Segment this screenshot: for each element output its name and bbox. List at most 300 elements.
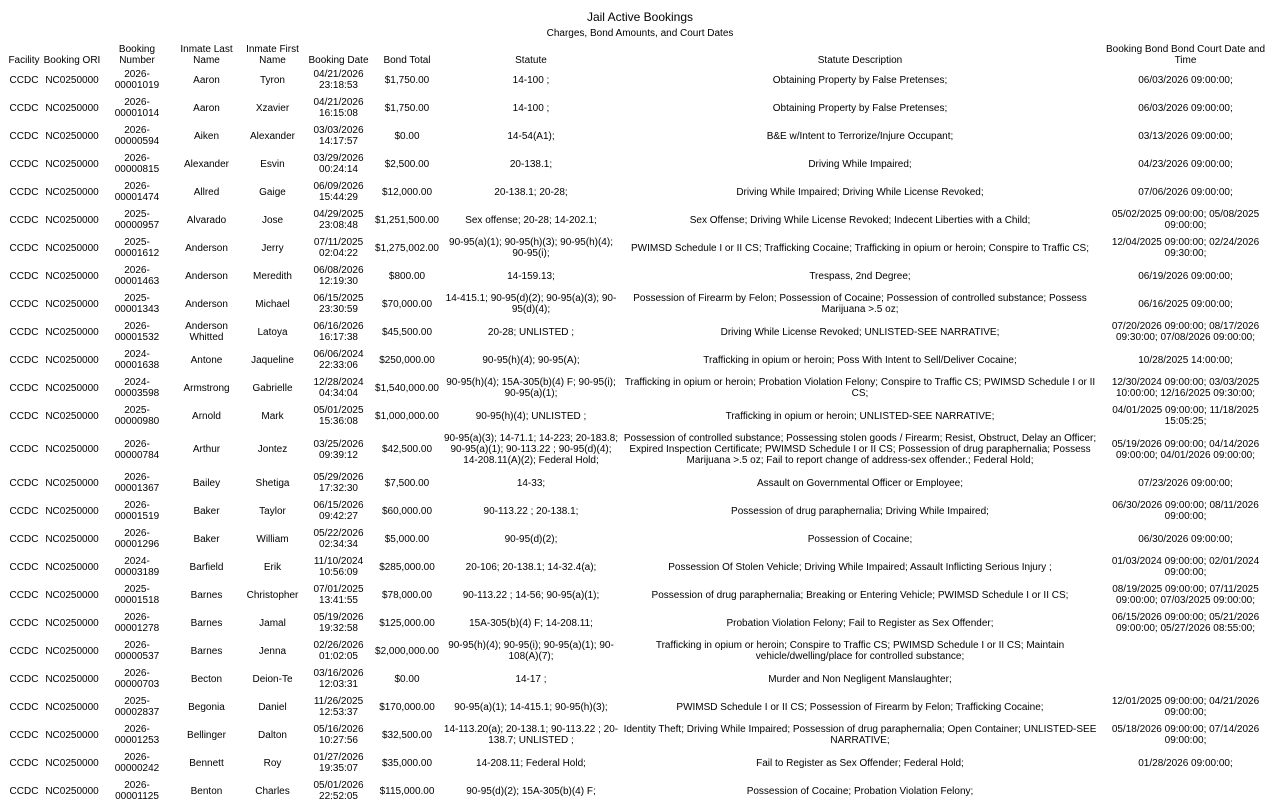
booking-ori-cell: NC0250000 — [45, 561, 99, 573]
bond-total-cell: $78,000.00 — [381, 589, 433, 601]
inmate-last-name-cell: Barnes — [190, 617, 223, 629]
booking-number-cell: 2026-00000537 — [114, 640, 160, 662]
inmate-last-name-cell: Anderson — [185, 298, 228, 310]
booking-ori-cell: NC0250000 — [45, 533, 99, 545]
inmate-last-name-cell: Becton — [190, 673, 223, 685]
table-row — [6, 665, 1272, 693]
court-date-cell — [1099, 665, 1272, 693]
booking-number-cell: 2024-00003189 — [114, 556, 160, 578]
column-header-inmate-first-name: Inmate First Name — [246, 44, 299, 66]
court-date-cell — [1099, 637, 1272, 665]
column-header-statute: Statute — [515, 55, 547, 66]
facility-cell: CCDC — [9, 298, 39, 310]
report-subtitle: Charges, Bond Amounts, and Court Dates — [546, 28, 734, 39]
booking-date-cell: 03/03/2026 14:17:57 — [313, 125, 364, 147]
statute-description-cell: Possession of controlled substance; Possessing stolen goods / Firearm; Resist, Obstruct, Delay an Officer; Expired Inspection Certificate; PWIMSD Schedule I or II CS; Possession of drug paraphernalia; Possess Marijuana >.5 oz; Fail to report change of address-sex offender.; Federal Hold; — [623, 433, 1097, 466]
booking-ori-cell: NC0250000 — [45, 589, 99, 601]
booking-ori-cell: NC0250000 — [45, 444, 99, 455]
statute-cell: Sex offense; 20-28; 14-202.1; — [465, 214, 597, 226]
court-date-cell: 06/03/2026 09:00:00; — [1138, 74, 1233, 86]
report-title: Jail Active Bookings — [586, 10, 694, 24]
statute-description-cell: Trafficking in opium or heroin; Conspire to Traffic CS; PWIMSD Schedule I or II CS; Maintain vehicle/dwelling/place for controlled substance; — [655, 640, 1065, 662]
inmate-first-name-cell: Alexander — [249, 130, 296, 142]
court-date-cell: 01/03/2024 09:00:00; 02/01/2024 09:00:00; — [1111, 556, 1260, 578]
table-row — [6, 262, 1272, 290]
booking-date-cell: 05/16/2026 10:27:56 — [313, 724, 364, 746]
facility-cell: CCDC — [9, 242, 39, 254]
bond-total-cell: $45,500.00 — [381, 326, 433, 338]
statute-cell: 14-159.13; — [507, 270, 555, 282]
bond-total-cell: $1,275,002.00 — [375, 242, 439, 254]
court-date-cell: 12/04/2025 09:00:00; 02/24/2026 09:30:00; — [1111, 237, 1260, 259]
statute-cell: 90-95(h)(4); 90-95(A); — [482, 354, 580, 366]
booking-ori-cell: NC0250000 — [45, 242, 99, 254]
booking-ori-cell: NC0250000 — [45, 382, 99, 394]
inmate-last-name-cell: Anderson — [185, 270, 228, 282]
booking-date-cell: 05/19/2026 19:32:58 — [313, 612, 364, 634]
inmate-first-name-cell: Jerry — [261, 242, 284, 254]
booking-date-cell: 06/08/2026 12:19:30 — [313, 265, 364, 287]
facility-cell: CCDC — [9, 561, 39, 573]
bond-total-cell: $250,000.00 — [379, 354, 435, 366]
statute-cell: 90-95(a)(1); 14-415.1; 90-95(h)(3); — [454, 701, 608, 713]
court-date-cell: 06/15/2026 09:00:00; 05/21/2026 09:00:00; 05/27/2026 08:55:00; — [1111, 612, 1260, 634]
booking-number-cell: 2026-00001253 — [114, 724, 160, 746]
bond-total-cell: $32,500.00 — [381, 729, 433, 741]
inmate-last-name-cell: Begonia — [188, 701, 225, 713]
table-row — [6, 318, 1272, 346]
bond-total-cell: $35,000.00 — [381, 757, 433, 769]
booking-date-cell: 05/29/2026 17:32:30 — [313, 472, 364, 494]
statute-cell: 14-100 ; — [512, 102, 550, 114]
facility-cell: CCDC — [9, 645, 39, 657]
statute-description-cell: Trespass, 2nd Degree; — [809, 270, 911, 282]
statute-cell: 90-113.22 ; 14-56; 90-95(a)(1); — [462, 589, 600, 601]
statute-cell: 14-415.1; 90-95(d)(2); 90-95(a)(3); 90-95(d)(4); — [445, 293, 617, 315]
booking-number-cell: 2026-00000784 — [114, 438, 160, 461]
statute-cell: 90-113.22 ; 20-138.1; — [483, 505, 579, 517]
facility-cell: CCDC — [9, 74, 39, 86]
facility-cell: CCDC — [9, 102, 39, 114]
booking-ori-cell: NC0250000 — [45, 270, 99, 282]
facility-cell: CCDC — [9, 785, 39, 797]
booking-ori-cell: NC0250000 — [45, 785, 99, 797]
column-header-inmate-last-name: Inmate Last Name — [180, 44, 233, 66]
statute-description-cell: Assault on Governmental Officer or Employee; — [756, 477, 964, 489]
booking-number-cell: 2026-00001474 — [114, 181, 160, 203]
booking-date-cell: 02/26/2026 01:02:05 — [313, 640, 364, 662]
court-date-cell: 08/19/2025 09:00:00; 07/11/2025 09:00:00; 07/03/2025 09:00:00; — [1112, 584, 1259, 606]
inmate-last-name-cell: Barnes — [190, 589, 223, 601]
booking-date-cell: 04/21/2026 23:18:53 — [313, 69, 364, 91]
booking-number-cell: 2026-00000815 — [114, 153, 160, 175]
inmate-first-name-cell: Michael — [255, 298, 290, 310]
statute-cell: 90-95(h)(4); 15A-305(b)(4) F; 90-95(i); 90-95(a)(1); — [446, 377, 616, 399]
booking-date-cell: 06/15/2025 23:30:59 — [313, 293, 364, 315]
booking-ori-cell: NC0250000 — [45, 757, 99, 769]
statute-cell: 20-138.1; — [509, 158, 553, 170]
statute-cell: 90-95(h)(4); 90-95(i); 90-95(a)(1); 90-108(A)(7); — [448, 640, 614, 662]
court-date-cell: 10/28/2025 14:00:00; — [1138, 354, 1233, 366]
statute-description-cell: Probation Violation Felony; Fail to Register as Sex Offender; — [726, 617, 994, 629]
booking-date-cell: 05/01/2026 22:52:05 — [313, 780, 364, 802]
court-date-cell: 04/01/2025 09:00:00; 11/18/2025 15:05:25; — [1112, 405, 1259, 427]
table-row — [6, 777, 1272, 805]
bond-total-cell: $1,750.00 — [384, 102, 430, 114]
court-date-cell: 06/30/2026 09:00:00; 08/11/2026 09:00:00; — [1112, 500, 1259, 522]
inmate-last-name-cell: Barnes — [190, 645, 223, 657]
facility-cell: CCDC — [9, 589, 39, 601]
booking-date-cell: 03/29/2026 00:24:14 — [313, 153, 364, 175]
statute-cell: 90-95(d)(2); — [504, 533, 558, 545]
inmate-first-name-cell: Daniel — [258, 701, 287, 713]
inmate-last-name-cell: Benton — [190, 785, 223, 797]
inmate-first-name-cell: Jaqueline — [251, 354, 294, 366]
inmate-first-name-cell: Roy — [263, 757, 282, 769]
booking-date-cell: 06/16/2026 16:17:38 — [313, 321, 364, 343]
booking-date-cell: 03/16/2026 12:03:31 — [313, 668, 364, 690]
bond-total-cell: $2,000,000.00 — [375, 645, 439, 657]
facility-cell: CCDC — [9, 214, 39, 226]
statute-description-cell: Possession of Firearm by Felon; Possession of Cocaine; Possession of controlled substance; Possess Marijuana >.5 oz; — [633, 293, 1087, 315]
facility-cell: CCDC — [9, 673, 39, 685]
statute-description-cell: Driving While Impaired; — [808, 158, 912, 170]
facility-cell: CCDC — [9, 444, 39, 455]
table-row — [6, 693, 1272, 721]
booking-date-cell: 01/27/2026 19:35:07 — [313, 752, 364, 774]
table-row — [6, 374, 1272, 402]
facility-cell: CCDC — [9, 505, 39, 517]
inmate-last-name-cell: Armstrong — [183, 382, 230, 394]
booking-number-cell: 2026-00001296 — [114, 528, 160, 550]
statute-description-cell: Possession of drug paraphernalia; Driving While Impaired; — [731, 505, 989, 517]
inmate-last-name-cell: Alexander — [183, 158, 230, 170]
booking-ori-cell: NC0250000 — [45, 214, 99, 226]
table-row — [6, 749, 1272, 777]
statute-description-cell: Fail to Register as Sex Offender; Federal Hold; — [756, 757, 964, 769]
inmate-first-name-cell: Tyron — [259, 74, 285, 86]
bond-total-cell: $115,000.00 — [379, 785, 435, 797]
court-date-cell — [1099, 777, 1272, 805]
booking-date-cell: 12/28/2024 04:34:04 — [313, 377, 364, 399]
statute-cell: 14-17 ; — [515, 673, 547, 685]
inmate-first-name-cell: Esvin — [260, 158, 285, 170]
statute-description-cell: Trafficking in opium or heroin; UNLISTED-SEE NARRATIVE; — [725, 410, 995, 422]
statute-cell: 90-95(d)(2); 15A-305(b)(4) F; — [466, 785, 596, 797]
bond-total-cell: $12,000.00 — [381, 186, 433, 198]
inmate-last-name-cell: Barfield — [189, 561, 224, 573]
bond-total-cell: $0.00 — [394, 130, 420, 142]
inmate-first-name-cell: Dalton — [258, 729, 287, 741]
statute-cell: 90-95(h)(4); UNLISTED ; — [475, 410, 587, 422]
booking-number-cell: 2026-00001014 — [114, 97, 160, 119]
inmate-last-name-cell: Antone — [190, 354, 223, 366]
bond-total-cell: $70,000.00 — [381, 298, 433, 310]
booking-ori-cell: NC0250000 — [45, 158, 99, 170]
court-date-cell: 07/06/2026 09:00:00; — [1138, 186, 1233, 198]
bond-total-cell: $800.00 — [388, 270, 426, 282]
inmate-last-name-cell: Aaron — [193, 74, 220, 86]
booking-ori-cell: NC0250000 — [45, 729, 99, 741]
facility-cell: CCDC — [9, 130, 39, 142]
statute-cell: 14-100 ; — [512, 74, 550, 86]
column-header-booking-date: Booking Date — [308, 55, 369, 66]
booking-date-cell: 05/01/2025 15:36:08 — [313, 405, 364, 427]
booking-ori-cell: NC0250000 — [45, 130, 99, 142]
booking-number-cell: 2026-00001519 — [114, 500, 160, 522]
bond-total-cell: $125,000.00 — [379, 617, 435, 629]
inmate-first-name-cell: Jamal — [259, 617, 286, 629]
statute-cell: 20-106; 20-138.1; 14-32.4(a); — [465, 561, 597, 573]
bond-total-cell: $1,540,000.00 — [375, 382, 439, 394]
inmate-first-name-cell: Jenna — [258, 645, 287, 657]
booking-date-cell: 06/09/2026 15:44:29 — [313, 181, 364, 203]
booking-ori-cell: NC0250000 — [45, 186, 99, 198]
inmate-last-name-cell: Aiken — [193, 130, 219, 142]
table-body — [6, 66, 1272, 805]
column-header-court-date: Booking Bond Bond Court Date and Time — [1106, 44, 1265, 66]
booking-date-cell: 06/15/2026 09:42:27 — [313, 500, 364, 522]
bond-total-cell: $285,000.00 — [379, 561, 435, 573]
booking-ori-cell: NC0250000 — [45, 326, 99, 338]
inmate-first-name-cell: Deion-Te — [252, 673, 293, 685]
booking-number-cell: 2025-00001343 — [114, 293, 160, 315]
bond-total-cell: $170,000.00 — [379, 701, 435, 713]
statute-cell: 14-113.20(a); 20-138.1; 90-113.22 ; 20-138.7; UNLISTED ; — [443, 724, 619, 746]
court-date-cell: 07/23/2026 09:00:00; — [1138, 477, 1233, 489]
inmate-last-name-cell: Allred — [193, 186, 220, 198]
booking-date-cell: 07/01/2025 13:41:55 — [313, 584, 364, 606]
inmate-first-name-cell: Mark — [261, 410, 284, 422]
facility-cell: CCDC — [9, 326, 39, 338]
table-row — [6, 178, 1272, 206]
booking-ori-cell: NC0250000 — [45, 645, 99, 657]
facility-cell: CCDC — [9, 382, 39, 394]
statute-description-cell: Sex Offense; Driving While License Revoked; Indecent Liberties with a Child; — [689, 214, 1031, 226]
table-row — [6, 206, 1272, 234]
inmate-last-name-cell: Baker — [193, 505, 220, 517]
inmate-last-name-cell: Anderson — [185, 242, 228, 254]
court-date-cell: 05/19/2026 09:00:00; 04/14/2026 09:00:00; 04/01/2026 09:00:00; — [1111, 438, 1260, 461]
inmate-last-name-cell: Baker — [193, 533, 220, 545]
booking-number-cell: 2026-00000703 — [114, 668, 160, 690]
inmate-last-name-cell: Arnold — [192, 410, 221, 422]
bond-total-cell: $2,500.00 — [384, 158, 430, 170]
statute-description-cell: Driving While Impaired; Driving While License Revoked; — [736, 186, 984, 198]
column-header-facility: Facility — [8, 55, 40, 66]
statute-cell: 20-138.1; 20-28; — [494, 186, 568, 198]
booking-ori-cell: NC0250000 — [45, 354, 99, 366]
bond-total-cell: $60,000.00 — [381, 505, 433, 517]
inmate-first-name-cell: Gaige — [259, 186, 286, 198]
booking-number-cell: 2025-00000980 — [114, 405, 160, 427]
inmate-last-name-cell: Bellinger — [187, 729, 226, 741]
statute-cell: 90-95(a)(3); 14-71.1; 14-223; 20-183.8; 90-95(a)(1); 90-113.22 ; 90-95(d)(4); 14-208.11(A)(2); Federal Hold; — [444, 433, 618, 466]
statute-description-cell: Possession of drug paraphernalia; Breaking or Entering Vehicle; PWIMSD Schedule I or II CS; — [651, 589, 1069, 601]
table-row — [6, 553, 1272, 581]
statute-description-cell: Driving While License Revoked; UNLISTED-SEE NARRATIVE; — [720, 326, 1000, 338]
statute-description-cell: Obtaining Property by False Pretenses; — [772, 102, 948, 114]
booking-number-cell: 2026-00001532 — [114, 321, 160, 343]
table-row — [6, 721, 1272, 749]
court-date-cell: 07/20/2026 09:00:00; 08/17/2026 09:30:00; 07/08/2026 09:00:00; — [1111, 321, 1260, 343]
bookings-table — [6, 42, 1272, 805]
inmate-first-name-cell: Christopher — [246, 589, 299, 601]
table-row — [6, 94, 1272, 122]
statute-description-cell: PWIMSD Schedule I or II CS; Possession of Firearm by Felon; Trafficking Cocaine; — [676, 701, 1044, 713]
table-row — [6, 525, 1272, 553]
booking-date-cell: 06/06/2024 22:33:06 — [313, 349, 364, 371]
facility-cell: CCDC — [9, 158, 39, 170]
table-row — [6, 234, 1272, 262]
inmate-first-name-cell: Charles — [255, 785, 290, 797]
court-date-cell: 04/23/2026 09:00:00; — [1138, 158, 1233, 170]
bond-total-cell: $42,500.00 — [381, 444, 433, 455]
table-row — [6, 469, 1272, 497]
table-row — [6, 150, 1272, 178]
facility-cell: CCDC — [9, 533, 39, 545]
booking-number-cell: 2026-00001278 — [114, 612, 160, 634]
booking-ori-cell: NC0250000 — [45, 102, 99, 114]
facility-cell: CCDC — [9, 270, 39, 282]
booking-date-cell: 05/22/2026 02:34:34 — [313, 528, 364, 550]
inmate-last-name-cell: Bennett — [189, 757, 224, 769]
facility-cell: CCDC — [9, 410, 39, 422]
inmate-first-name-cell: Meredith — [253, 270, 292, 282]
table-row — [6, 637, 1272, 665]
court-date-cell: 06/30/2026 09:00:00; — [1138, 533, 1233, 545]
bond-total-cell: $7,500.00 — [384, 477, 430, 489]
booking-number-cell: 2026-00001125 — [115, 780, 159, 802]
booking-ori-cell: NC0250000 — [45, 298, 99, 310]
facility-cell: CCDC — [9, 186, 39, 198]
statute-cell: 15A-305(b)(4) F; 14-208.11; — [469, 617, 593, 629]
booking-ori-cell: NC0250000 — [45, 477, 99, 489]
inmate-first-name-cell: Latoya — [257, 326, 288, 338]
statute-description-cell: Possession of Cocaine; Probation Violation Felony; — [746, 785, 974, 797]
bond-total-cell: $1,251,500.00 — [375, 214, 439, 226]
booking-number-cell: 2025-00001612 — [114, 237, 160, 259]
booking-ori-cell: NC0250000 — [45, 505, 99, 517]
statute-cell: 20-28; UNLISTED ; — [487, 326, 575, 338]
inmate-last-name-cell: Anderson Whitted — [185, 321, 228, 343]
booking-number-cell: 2024-00003598 — [114, 377, 160, 399]
inmate-first-name-cell: Shetiga — [255, 477, 290, 489]
statute-cell: 14-54(A1); — [507, 130, 555, 142]
statute-cell: 90-95(a)(1); 90-95(h)(3); 90-95(h)(4); 90-95(i); — [449, 237, 613, 259]
facility-cell: CCDC — [9, 701, 39, 713]
bond-total-cell: $1,000,000.00 — [375, 410, 439, 422]
table-row — [6, 402, 1272, 430]
booking-number-cell: 2026-00001367 — [114, 472, 160, 494]
column-header-booking-number: Booking Number — [118, 44, 156, 66]
column-header-statute-description: Statute Description — [817, 55, 903, 66]
booking-number-cell: 2026-00001463 — [114, 265, 160, 287]
inmate-last-name-cell: Arthur — [192, 444, 221, 455]
booking-ori-cell: NC0250000 — [45, 74, 99, 86]
court-date-cell: 12/01/2025 09:00:00; 04/21/2026 09:00:00; — [1111, 696, 1260, 718]
table-row — [6, 346, 1272, 374]
court-date-cell: 01/28/2026 09:00:00; — [1138, 757, 1233, 769]
booking-ori-cell: NC0250000 — [45, 617, 99, 629]
inmate-first-name-cell: Xzavier — [255, 102, 290, 114]
statute-description-cell: Trafficking in opium or heroin; Probation Violation Felony; Conspire to Traffic CS; PWIMSD Schedule I or II CS; — [624, 377, 1096, 399]
statute-cell: 14-33; — [516, 477, 546, 489]
inmate-first-name-cell: Erik — [263, 561, 282, 573]
column-header-booking-ori: Booking ORI — [43, 55, 101, 66]
inmate-last-name-cell: Alvarado — [186, 214, 227, 226]
inmate-first-name-cell: William — [256, 533, 289, 545]
bond-total-cell: $5,000.00 — [384, 533, 430, 545]
column-header-bond-total: Bond Total — [383, 55, 431, 66]
booking-date-cell: 07/11/2025 02:04:22 — [313, 237, 364, 259]
booking-ori-cell: NC0250000 — [45, 701, 99, 713]
inmate-first-name-cell: Jose — [261, 214, 284, 226]
statute-description-cell: Trafficking in opium or heroin; Poss With Intent to Sell/Deliver Cocaine; — [703, 354, 1017, 366]
court-date-cell: 03/13/2026 09:00:00; — [1138, 130, 1233, 142]
table-row — [6, 609, 1272, 637]
inmate-first-name-cell: Jontez — [257, 444, 288, 455]
statute-description-cell: Identity Theft; Driving While Impaired; Possession of drug paraphernalia; Open Container; UNLISTED-SEE NARRATIVE; — [623, 724, 1097, 746]
booking-number-cell: 2026-00000594 — [114, 125, 160, 147]
booking-date-cell: 03/25/2026 09:39:12 — [313, 438, 364, 461]
booking-ori-cell: NC0250000 — [45, 410, 99, 422]
booking-number-cell: 2025-00001518 — [114, 584, 160, 606]
bond-total-cell: $0.00 — [394, 673, 420, 685]
booking-number-cell: 2024-00001638 — [114, 349, 160, 371]
court-date-cell: 05/02/2025 09:00:00; 05/08/2025 09:00:00; — [1111, 209, 1260, 231]
statute-description-cell: Possession of Cocaine; — [807, 533, 913, 545]
statute-description-cell: PWIMSD Schedule I or II CS; Trafficking Cocaine; Trafficking in opium or heroin; Conspire to Traffic CS; — [631, 242, 1089, 254]
booking-date-cell: 11/10/2024 10:56:09 — [313, 556, 364, 578]
inmate-last-name-cell: Aaron — [193, 102, 220, 114]
inmate-first-name-cell: Taylor — [259, 505, 286, 517]
inmate-first-name-cell: Gabrielle — [252, 382, 293, 394]
court-date-cell: 06/03/2026 09:00:00; — [1138, 102, 1233, 114]
statute-description-cell: Possession Of Stolen Vehicle; Driving While Impaired; Assault Inflicting Serious Injury ; — [668, 561, 1052, 573]
court-date-cell: 06/16/2025 09:00:00; — [1138, 298, 1233, 310]
statute-description-cell: Murder and Non Negligent Manslaughter; — [768, 673, 952, 685]
court-date-cell: 05/18/2026 09:00:00; 07/14/2026 09:00:00; — [1111, 724, 1260, 746]
statute-description-cell: B&E w/Intent to Terrorize/Injure Occupant; — [766, 130, 954, 142]
booking-ori-cell: NC0250000 — [45, 673, 99, 685]
booking-number-cell: 2025-00002837 — [114, 696, 160, 718]
booking-number-cell: 2026-00000242 — [114, 752, 160, 774]
facility-cell: CCDC — [9, 617, 39, 629]
booking-date-cell: 04/21/2026 16:15:08 — [313, 97, 364, 119]
booking-number-cell: 2025-00000957 — [114, 209, 160, 231]
court-date-cell: 12/30/2024 09:00:00; 03/03/2025 10:00:00; 12/16/2025 09:30:00; — [1111, 377, 1260, 399]
header-row — [6, 42, 1272, 66]
table-row — [6, 290, 1272, 318]
statute-cell: 14-208.11; Federal Hold; — [476, 757, 586, 769]
bond-total-cell: $1,750.00 — [384, 74, 430, 86]
table-row — [6, 430, 1272, 469]
booking-number-cell: 2026-00001019 — [114, 69, 160, 91]
table-row — [6, 122, 1272, 150]
statute-description-cell: Obtaining Property by False Pretenses; — [772, 74, 948, 86]
booking-date-cell: 11/26/2025 12:53:37 — [313, 696, 364, 718]
court-date-cell: 06/19/2026 09:00:00; — [1138, 270, 1233, 282]
table-row — [6, 66, 1272, 94]
table-row — [6, 581, 1272, 609]
facility-cell: CCDC — [9, 729, 39, 741]
facility-cell: CCDC — [9, 354, 39, 366]
booking-date-cell: 04/29/2025 23:08:48 — [313, 209, 364, 231]
table-row — [6, 497, 1272, 525]
facility-cell: CCDC — [9, 477, 39, 489]
facility-cell: CCDC — [9, 757, 39, 769]
